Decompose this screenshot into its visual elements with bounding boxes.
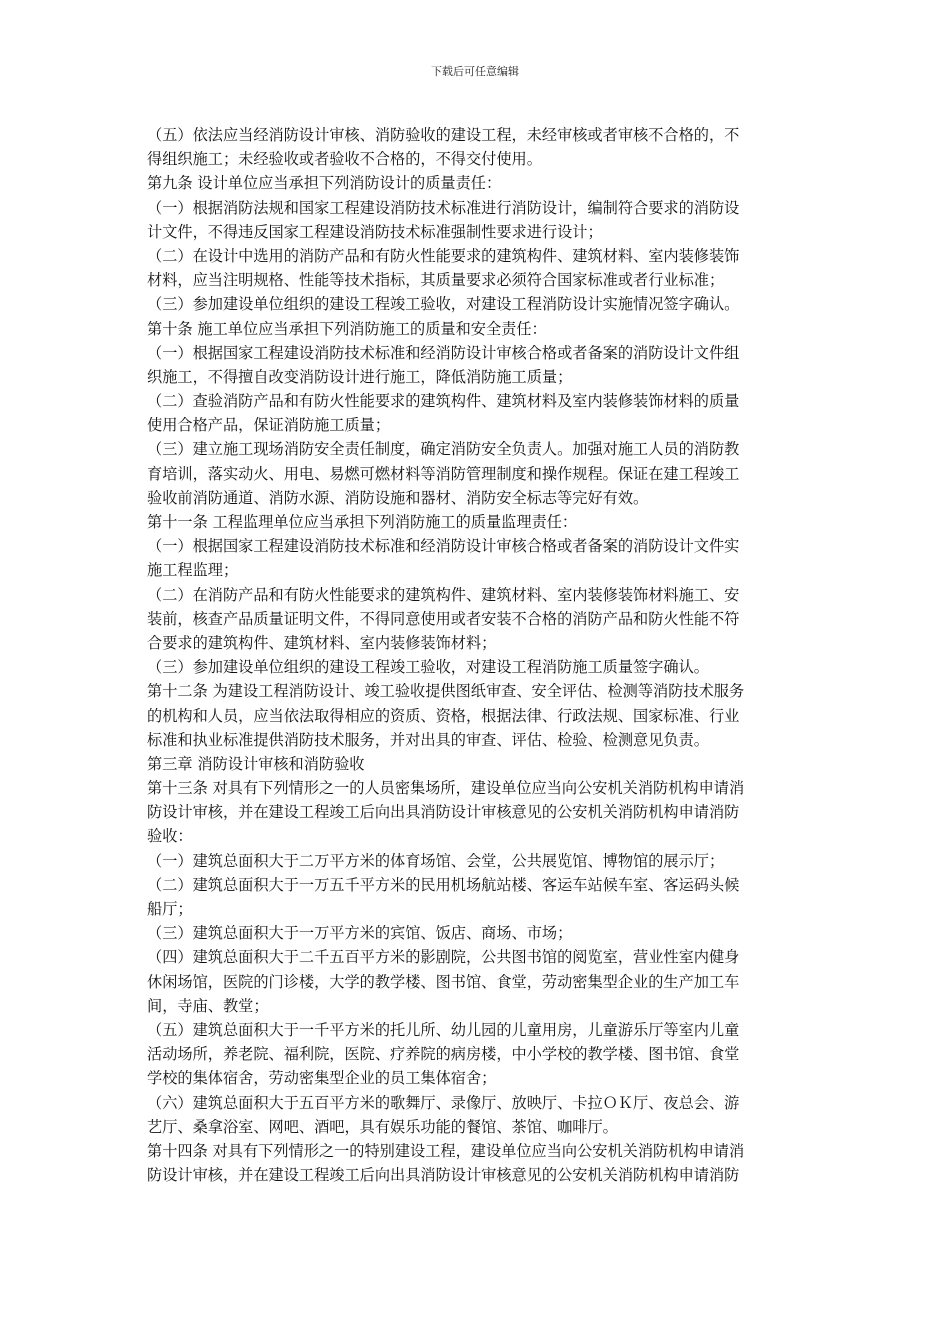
text-line: 育培训，落实动火、用电、易燃可燃材料等消防管理制度和操作规程。保证在建工程竣工 xyxy=(147,464,740,483)
text-line: 计文件，不得违反国家工程建设消防技术标准强制性要求进行设计； xyxy=(147,222,603,241)
text-line: 第十条 施工单位应当承担下列消防施工的质量和安全责任： xyxy=(147,319,547,338)
text-line: 第十四条 对具有下列情形之一的特别建设工程，建设单位应当向公安机关消防机构申请消 xyxy=(147,1141,745,1160)
text-line: 验收前消防通道、消防水源、消防设施和器材、消防安全标志等完好有效。 xyxy=(147,488,649,507)
text-line: 第三章 消防设计审核和消防验收 xyxy=(147,754,365,773)
page-header: 下载后可任意编辑 xyxy=(431,65,519,78)
text-line: 第十一条 工程监理单位应当承担下列消防施工的质量监理责任： xyxy=(147,513,578,531)
text-line: （二）在设计中选用的消防产品和有防火性能要求的建筑构件、建筑材料、室内装修装饰 xyxy=(147,246,740,265)
text-line: （一）根据国家工程建设消防技术标准和经消防设计审核合格或者备案的消防设计文件组 xyxy=(147,343,740,362)
text-line: （二）建筑总面积大于一万五千平方米的民用机场航站楼、客运车站候车室、客运码头候 xyxy=(147,875,740,894)
text-line: （三）参加建设单位组织的建设工程竣工验收，对建设工程消防设计实施情况签字确认。 xyxy=(147,295,740,314)
text-line: 标准和执业标准提供消防技术服务，并对出具的审查、评估、检验、检测意见负责。 xyxy=(147,730,709,749)
text-line: （五）依法应当经消防设计审核、消防验收的建设工程，未经审核或者审核不合格的，不 xyxy=(147,126,740,144)
text-line: 休闲场馆，医院的门诊楼，大学的教学楼、图书馆、食堂，劳动密集型企业的生产加工车 xyxy=(147,972,740,991)
text-line: 材料，应当注明规格、性能等技术指标，其质量要求必须符合国家标准或者行业标准； xyxy=(147,271,725,290)
text-line: 第十三条 对具有下列情形之一的人员密集场所，建设单位应当向公安机关消防机构申请消 xyxy=(147,779,745,798)
text-line: 装前，核查产品质量证明文件，不得同意使用或者安装不合格的消防产品和防火性能不符 xyxy=(147,609,740,628)
text-line: 第九条 设计单位应当承担下列消防设计的质量责任： xyxy=(147,174,502,193)
text-line: （六）建筑总面积大于五百平方米的歌舞厅、录像厅、放映厅、卡拉ＯＫ厅、夜总会、游 xyxy=(147,1093,740,1112)
text-line: 艺厅、桑拿浴室、网吧、酒吧，具有娱乐功能的餐馆、茶馆、咖啡厅。 xyxy=(147,1117,618,1136)
text-line: （三）建立施工现场消防安全责任制度，确定消防安全负责人。加强对施工人员的消防教 xyxy=(147,440,740,459)
text-line: 防设计审核，并在建设工程竣工后向出具消防设计审核意见的公安机关消防机构申请消防 xyxy=(147,1166,740,1185)
text-line: 的机构和人员，应当依法取得相应的资质、资格，根据法律、行政法规、国家标准、行业 xyxy=(147,706,740,725)
text-line: （一）建筑总面积大于二万平方米的体育场馆、会堂，公共展览馆、博物馆的展示厅； xyxy=(147,851,725,870)
text-line: （一）根据消防法规和国家工程建设消防技术标准进行消防设计，编制符合要求的消防设 xyxy=(147,198,740,217)
text-line: 施工程监理； xyxy=(147,561,239,580)
text-line: 织施工，不得擅自改变消防设计进行施工，降低消防施工质量； xyxy=(147,367,573,386)
text-line: （四）建筑总面积大于二千五百平方米的影剧院，公共图书馆的阅览室，营业性室内健身 xyxy=(147,948,740,967)
text-line: 船厅； xyxy=(147,900,193,918)
text-line: 活动场所，养老院、福利院，医院、疗养院的病房楼，中小学校的教学楼、图书馆、食堂 xyxy=(147,1045,740,1064)
text-line: （三）参加建设单位组织的建设工程竣工验收，对建设工程消防施工质量签字确认。 xyxy=(147,658,709,677)
text-line: 间，寺庙、教堂； xyxy=(147,996,269,1015)
text-line: （一）根据国家工程建设消防技术标准和经消防设计审核合格或者备案的消防设计文件实 xyxy=(147,537,740,556)
text-line: 验收： xyxy=(147,827,193,846)
text-line: （五）建筑总面积大于一千平方米的托儿所、幼儿园的儿童用房，儿童游乐厅等室内儿童 xyxy=(147,1020,740,1039)
text-line: 第十二条 为建设工程消防设计、竣工验收提供图纸审查、安全评估、检测等消防技术服务 xyxy=(147,682,745,701)
document-body xyxy=(147,123,807,1187)
text-line: （二）查验消防产品和有防火性能要求的建筑构件、建筑材料及室内装修装饰材料的质量 xyxy=(147,392,740,411)
text-line: 防设计审核，并在建设工程竣工后向出具消防设计审核意见的公安机关消防机构申请消防 xyxy=(147,803,740,822)
text-line: 合要求的建筑构件、建筑材料、室内装修装饰材料； xyxy=(147,633,497,652)
text-line: 使用合格产品，保证消防施工质量； xyxy=(147,416,390,435)
text-line: 得组织施工；未经验收或者验收不合格的，不得交付使用。 xyxy=(147,150,542,169)
text-line: （三）建筑总面积大于一万平方米的宾馆、饭店、商场、市场； xyxy=(147,924,573,943)
text-line: （二）在消防产品和有防火性能要求的建筑构件、建筑材料、室内装修装饰材料施工、安 xyxy=(147,585,740,604)
text-line: 学校的集体宿舍，劳动密集型企业的员工集体宿舍； xyxy=(147,1069,497,1088)
